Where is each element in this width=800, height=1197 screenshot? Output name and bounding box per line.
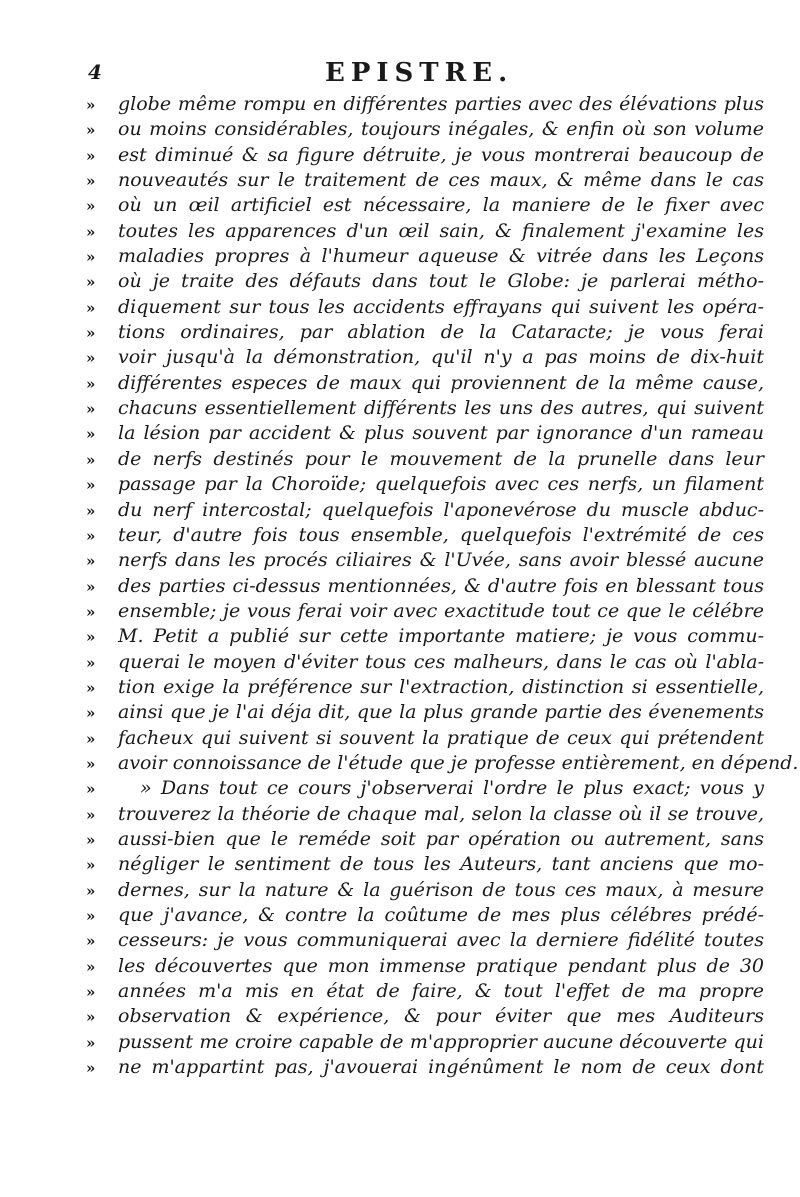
line-text: maladies propres à l'humeur aqueuse & vitrée dans les Leçons: [118, 245, 764, 268]
quote-mark: »: [86, 501, 95, 520]
line-text: années m'a mis en état de faire, & tout l'effet de ma propre: [118, 980, 764, 1003]
line-text: ou moins considérables, toujours inégales, & enfin où son volume: [118, 118, 764, 141]
text-line: [0, 827, 800, 852]
quote-mark: »: [86, 400, 95, 419]
text-line: [0, 852, 800, 877]
text-line: [0, 574, 800, 599]
line-text: les découvertes que mon immense pratique pendant plus de 30: [118, 954, 764, 977]
text-line: [0, 802, 800, 827]
line-text: toutes les apparences d'un œil sain, & finalement j'examine les: [118, 219, 764, 242]
text-line: [0, 650, 800, 675]
line-text: où je traite des défauts dans tout le Globe: je parlerai métho-: [118, 270, 764, 293]
quote-mark: »: [86, 1008, 95, 1027]
text-line: [0, 1004, 800, 1029]
quote-mark: »: [86, 1033, 95, 1052]
text-line: [0, 143, 800, 168]
quote-mark: »: [86, 146, 95, 165]
quote-mark: »: [86, 324, 95, 343]
page-header: [0, 58, 800, 90]
quote-mark: »: [86, 172, 95, 191]
line-text: où un œil artificiel est nécessaire, la maniere de le fixer avec: [118, 194, 764, 217]
quote-mark: »: [86, 450, 95, 469]
line-text: que j'avance, & contre la coûtume de mes plus célébres prédé-: [118, 904, 764, 926]
text-line: [0, 979, 800, 1004]
quote-mark: »: [86, 374, 95, 393]
text-line: [0, 903, 800, 928]
text-line: [0, 878, 800, 903]
quote-mark: »: [86, 957, 95, 976]
text-line: [0, 320, 800, 345]
text-line: [0, 1055, 800, 1080]
quote-mark: »: [86, 96, 95, 114]
quote-mark: »: [86, 349, 95, 368]
quote-mark: »: [86, 678, 95, 697]
line-text: passage par la Choroïde; quelquefois avec ces nerfs, un filament: [118, 473, 764, 496]
quote-mark: »: [86, 983, 95, 1002]
text-line: [0, 675, 800, 700]
line-text: observation & expérience, & pour éviter que mes Auditeurs: [118, 1005, 764, 1028]
line-text: globe même rompu en différentes parties avec des élévations plus: [118, 93, 764, 115]
line-text: voir jusqu'à la démonstration, qu'il n'y a pas moins de dix-huit: [118, 346, 764, 369]
text-line: [0, 295, 800, 320]
line-text: nerfs dans les procés ciliaires & l'Uvée, sans avoir blessé aucune: [118, 549, 764, 572]
text-line: [0, 624, 800, 649]
text-line: [0, 751, 800, 776]
line-text: avoir connoissance de l'étude que je professe entièrement, en dépend.: [118, 751, 799, 774]
quote-mark: »: [86, 197, 95, 216]
line-text: diquement sur tous les accidents effrayans qui suivent les opéra-: [118, 295, 764, 318]
line-text: » Dans tout ce cours j'observerai l'ordre le plus exact; vous y: [140, 777, 764, 800]
text-line: [0, 421, 800, 446]
quote-mark: »: [86, 805, 95, 824]
line-text: des parties ci-dessus mentionnées, & d'autre fois en blessant tous: [118, 574, 764, 597]
quote-mark: »: [86, 780, 95, 799]
text-line: [0, 548, 800, 573]
line-text: ainsi que je l'ai déja dit, que la plus grande partie des évenements: [118, 701, 764, 724]
quote-mark: »: [86, 121, 95, 140]
page-number: 4: [88, 60, 102, 84]
quote-mark: »: [86, 248, 95, 267]
text-line: [0, 219, 800, 244]
quote-mark: »: [86, 653, 95, 672]
quote-mark: »: [86, 754, 95, 773]
quote-mark: »: [86, 577, 95, 596]
text-line: [0, 92, 800, 117]
text-line: [0, 498, 800, 523]
text-line: [0, 447, 800, 472]
text-line: [0, 193, 800, 218]
quote-mark: »: [86, 273, 95, 292]
line-text: nouveautés sur le traitement de ces maux, & même dans le cas: [118, 169, 764, 192]
quote-mark: »: [86, 907, 95, 925]
quote-mark: »: [86, 932, 95, 951]
text-line: [0, 726, 800, 751]
line-text: pussent me croire capable de m'approprier aucune découverte qui: [118, 1030, 764, 1053]
quote-mark: »: [86, 881, 95, 900]
quote-mark: »: [86, 1059, 95, 1078]
quote-mark: »: [86, 628, 95, 647]
line-text: différentes especes de maux qui proviennent de la même cause,: [118, 371, 764, 394]
quote-mark: »: [86, 704, 95, 723]
quote-mark: »: [86, 298, 95, 317]
line-text: négliger le sentiment de tous les Auteurs, tant anciens que mo-: [118, 853, 764, 876]
line-text: tions ordinaires, par ablation de la Cataracte; je vous ferai: [118, 321, 764, 344]
text-line: [0, 371, 800, 396]
line-text: de nerfs destinés pour le mouvement de la prunelle dans leur: [118, 447, 764, 470]
text-line: [0, 345, 800, 370]
text-line: [0, 117, 800, 142]
quote-mark: »: [86, 222, 95, 241]
text-line: [0, 599, 800, 624]
text-line: [0, 954, 800, 979]
text-line: [0, 700, 800, 725]
line-text: cesseurs: je vous communiquerai avec la derniere fidélité toutes: [118, 929, 764, 952]
line-text: ensemble; je vous ferai voir avec exactitude tout ce que le célébre: [118, 599, 764, 622]
text-line: [0, 269, 800, 294]
quote-mark: »: [86, 425, 95, 444]
line-text: est diminué & sa figure détruite, je vous montrerai beaucoup de: [118, 143, 764, 166]
text-line: [0, 244, 800, 269]
quote-mark: »: [86, 602, 95, 621]
text-line: [0, 523, 800, 548]
line-text: M. Petit a publié sur cette importante matiere; je vous commu-: [118, 625, 764, 648]
line-text: la lésion par accident & plus souvent par ignorance d'un rameau: [118, 422, 764, 445]
quote-mark: »: [86, 830, 95, 849]
text-line: [0, 928, 800, 953]
quote-mark: »: [86, 476, 95, 495]
body-text: [0, 92, 800, 1080]
quote-mark: »: [86, 856, 95, 875]
running-title: EPISTRE.: [325, 58, 514, 88]
text-line: [0, 396, 800, 421]
quote-mark: »: [86, 729, 95, 748]
line-text: trouverez la théorie de chaque mal, selon la classe où il se trouve,: [118, 802, 764, 825]
text-line: [0, 168, 800, 193]
text-line: [0, 776, 800, 801]
line-text: tion exige la préférence sur l'extraction, distinction si essentielle,: [118, 675, 764, 698]
quote-mark: »: [86, 526, 95, 545]
line-text: aussi-bien que le reméde soit par opération ou autrement, sans: [118, 827, 764, 850]
line-text: querai le moyen d'éviter tous ces malheurs, dans le cas où l'abla-: [118, 650, 764, 673]
line-text: chacuns essentiellement différents les uns des autres, qui suivent: [118, 397, 764, 420]
text-line: [0, 472, 800, 497]
quote-mark: »: [86, 552, 95, 571]
line-text: dernes, sur la nature & la guérison de tous ces maux, à mesure: [118, 878, 764, 901]
line-text: du nerf intercostal; quelquefois l'aponevérose du muscle abduc-: [118, 498, 764, 521]
text-line: [0, 1030, 800, 1055]
line-text: ne m'appartint pas, j'avouerai ingénûment le nom de ceux dont: [118, 1056, 764, 1079]
line-text: facheux qui suivent si souvent la pratique de ceux qui prétendent: [118, 726, 764, 749]
line-text: teur, d'autre fois tous ensemble, quelquefois l'extrémité de ces: [118, 523, 764, 546]
